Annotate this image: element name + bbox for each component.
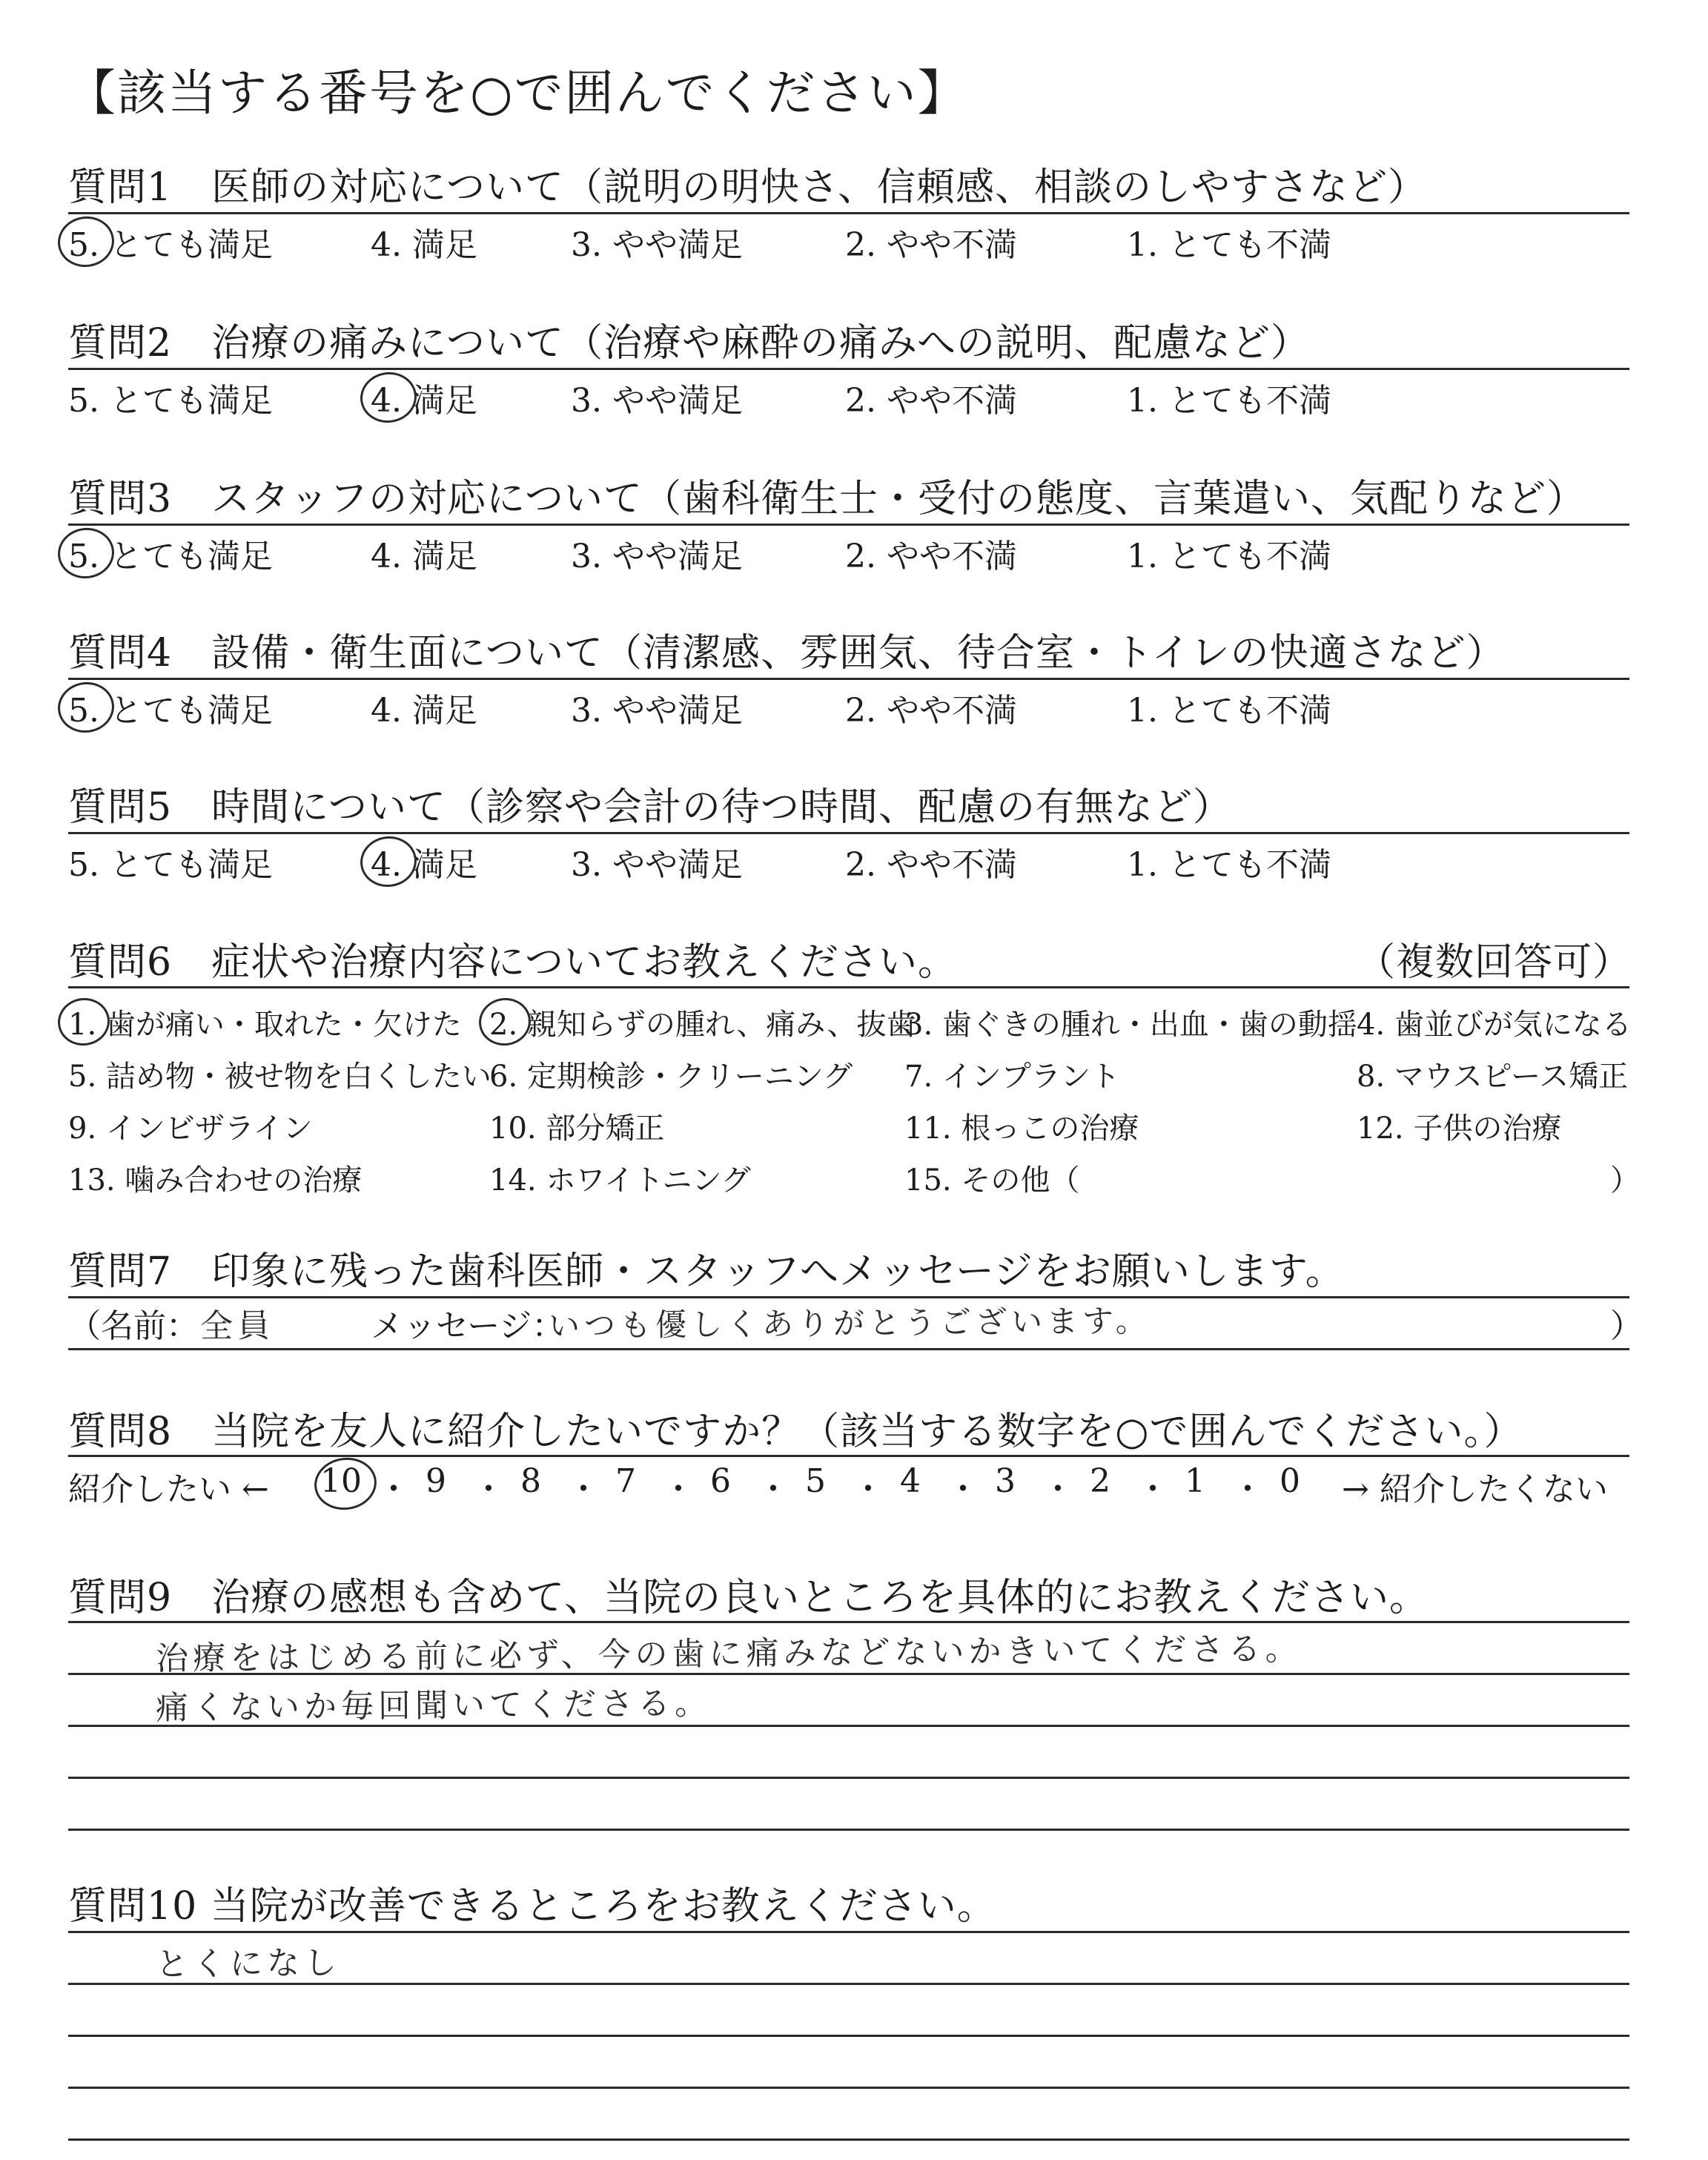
q1-option-5[interactable]: 5. とても満足	[68, 226, 273, 264]
q6-closing-paren: ）	[1610, 1163, 1640, 1198]
q7-rule-bottom	[68, 1348, 1629, 1350]
q6-option-14[interactable]: 14. ホワイトニング	[489, 1163, 751, 1198]
q6-option-3[interactable]: 3. 歯ぐきの腫れ・出血・歯の動揺	[904, 1008, 1357, 1042]
q1-option-1[interactable]: 1. とても不満	[1127, 226, 1331, 264]
q8-scale-10[interactable]: 10	[320, 1462, 362, 1500]
q8-scale-8[interactable]: 8	[520, 1462, 541, 1500]
q5-option-1[interactable]: 1. とても不満	[1127, 846, 1331, 884]
q1-heading: 質問1 医師の対応について（説明の明快さ、信頼感、相談のしやすさなど）	[68, 165, 1427, 210]
q1-rule	[68, 212, 1629, 214]
q8-left-label: 紹介したい ←	[68, 1470, 269, 1508]
q6-option-15[interactable]: 15. その他（	[904, 1163, 1080, 1198]
q2-heading: 質問2 治療の痛みについて（治療や麻酔の痛みへの説明、配慮など）	[68, 321, 1311, 366]
q4-option-3[interactable]: 3. やや満足	[571, 692, 743, 730]
q7-message-value[interactable]: いつも優しくありがとうございます。	[548, 1302, 1151, 1344]
q4-heading: 質問4 設備・衛生面について（清潔感、雰囲気、待合室・トイレの快適さなど）	[68, 631, 1506, 676]
q4-rule	[68, 678, 1629, 680]
q4-option-4[interactable]: 4. 満足	[371, 692, 477, 730]
q5-rule	[68, 832, 1629, 834]
q6-multiple-note: （複数回答可）	[1357, 940, 1632, 985]
q7-heading: 質問7 印象に残った歯科医師・スタッフへメッセージをお願いします。	[68, 1249, 1345, 1294]
q8-scale-5[interactable]: 5	[805, 1462, 826, 1500]
q6-option-12[interactable]: 12. 子供の治療	[1357, 1112, 1562, 1146]
q6-option-13[interactable]: 13. 噛み合わせの治療	[68, 1163, 363, 1198]
q10-answer-1[interactable]: とくになし	[155, 1943, 342, 1984]
form-title: 【該当する番号を○で囲んでください】	[67, 65, 968, 122]
q2-option-4[interactable]: 4. 満足	[371, 382, 477, 420]
q8-scale-1[interactable]: 1	[1185, 1462, 1205, 1500]
q8-separator: ・	[852, 1470, 884, 1508]
q9-line-5	[68, 1829, 1629, 1831]
q8-separator: ・	[1042, 1470, 1074, 1508]
q8-scale-6[interactable]: 6	[710, 1462, 731, 1500]
q1-option-2[interactable]: 2. やや不満	[845, 226, 1017, 264]
q3-rule	[68, 524, 1629, 526]
q9-line-1	[68, 1621, 1629, 1623]
q8-scale-0[interactable]: 0	[1280, 1462, 1300, 1500]
q8-separator: ・	[1136, 1470, 1169, 1508]
q6-heading: 質問6 症状や治療内容についてお教えください。	[68, 940, 958, 985]
q8-scale-3[interactable]: 3	[995, 1462, 1016, 1500]
q6-rule	[68, 986, 1629, 988]
q2-rule	[68, 368, 1629, 370]
q8-separator: ・	[567, 1470, 600, 1508]
q6-option-10[interactable]: 10. 部分矯正	[489, 1112, 665, 1146]
q8-heading: 質問8 当院を友人に紹介したいですか？（該当する数字を○で囲んでください。）	[68, 1410, 1523, 1454]
q6-option-7[interactable]: 7. インプラント	[904, 1060, 1120, 1094]
q8-scale-4[interactable]: 4	[900, 1462, 921, 1500]
q3-heading: 質問3 スタッフの対応について（歯科衛生士・受付の態度、言葉遣い、気配りなど）	[68, 477, 1586, 521]
q6-option-8[interactable]: 8. マウスピース矯正	[1357, 1060, 1629, 1094]
q7-closing-paren: ）	[1610, 1307, 1643, 1345]
q8-right-label: → 紹介したくない	[1342, 1470, 1608, 1508]
q3-option-3[interactable]: 3. やや満足	[571, 538, 743, 575]
q10-line-1	[68, 1931, 1629, 1933]
q5-option-3[interactable]: 3. やや満足	[571, 846, 743, 884]
q5-option-2[interactable]: 2. やや不満	[845, 846, 1017, 884]
q6-option-1[interactable]: 1. 歯が痛い・取れた・欠けた	[68, 1008, 462, 1042]
q8-scale-9[interactable]: 9	[426, 1462, 446, 1500]
q8-separator: ・	[662, 1470, 695, 1508]
q10-line-4	[68, 2087, 1629, 2089]
q6-option-5[interactable]: 5. 詰め物・被せ物を白くしたい	[68, 1060, 491, 1094]
q3-option-4[interactable]: 4. 満足	[371, 538, 477, 575]
q8-separator: ・	[1231, 1470, 1264, 1508]
q7-rule	[68, 1296, 1629, 1298]
q1-option-3[interactable]: 3. やや満足	[571, 226, 743, 264]
q10-line-5	[68, 2138, 1629, 2141]
q6-option-4[interactable]: 4. 歯並びが気になる	[1357, 1008, 1632, 1042]
q7-message-label: メッセージ：	[371, 1307, 565, 1345]
q8-scale-2[interactable]: 2	[1090, 1462, 1110, 1500]
q8-separator: ・	[947, 1470, 979, 1508]
q9-heading: 質問9 治療の感想も含めて、当院の良いところを具体的にお教えください。	[68, 1576, 1429, 1620]
q8-separator: ・	[757, 1470, 790, 1508]
q6-option-6[interactable]: 6. 定期検診・クリーニング	[489, 1060, 853, 1094]
q8-scale-7[interactable]: 7	[615, 1462, 636, 1500]
q10-line-3	[68, 2035, 1629, 2037]
q5-heading: 質問5 時間について（診察や会計の待つ時間、配慮の有無など）	[68, 785, 1233, 830]
q2-option-3[interactable]: 3. やや満足	[571, 382, 743, 420]
q6-option-9[interactable]: 9. インビザライン	[68, 1112, 313, 1146]
q2-option-5[interactable]: 5. とても満足	[68, 382, 273, 420]
q9-answer-1[interactable]: 治療をはじめる前に必ず、今の歯に痛みなどないかきいてくださる。	[155, 1630, 1302, 1678]
q10-heading: 質問10 当院が改善できるところをお教えください。	[68, 1884, 996, 1929]
q7-name-label: （名前：	[68, 1307, 199, 1345]
q8-separator: ・	[377, 1470, 410, 1508]
q8-separator: ・	[472, 1470, 505, 1508]
q4-option-1[interactable]: 1. とても不満	[1127, 692, 1331, 730]
q7-name-value[interactable]: 全員	[199, 1307, 275, 1346]
q4-option-2[interactable]: 2. やや不満	[845, 692, 1017, 730]
q1-option-4[interactable]: 4. 満足	[371, 226, 477, 264]
q5-option-4[interactable]: 4. 満足	[371, 846, 477, 884]
q5-option-5[interactable]: 5. とても満足	[68, 846, 273, 884]
q2-option-1[interactable]: 1. とても不満	[1127, 382, 1331, 420]
q2-option-2[interactable]: 2. やや不満	[845, 382, 1017, 420]
q3-option-5[interactable]: 5. とても満足	[68, 538, 273, 575]
q6-option-2[interactable]: 2. 親知らずの腫れ、痛み、抜歯	[489, 1008, 916, 1042]
q4-option-5[interactable]: 5. とても満足	[68, 692, 273, 730]
q9-answer-2[interactable]: 痛くないか毎回聞いてくださる。	[155, 1684, 712, 1728]
q3-option-1[interactable]: 1. とても不満	[1127, 538, 1331, 575]
q9-line-4	[68, 1777, 1629, 1779]
q8-rule	[68, 1455, 1629, 1457]
q6-option-11[interactable]: 11. 根っこの治療	[904, 1112, 1139, 1146]
q3-option-2[interactable]: 2. やや不満	[845, 538, 1017, 575]
